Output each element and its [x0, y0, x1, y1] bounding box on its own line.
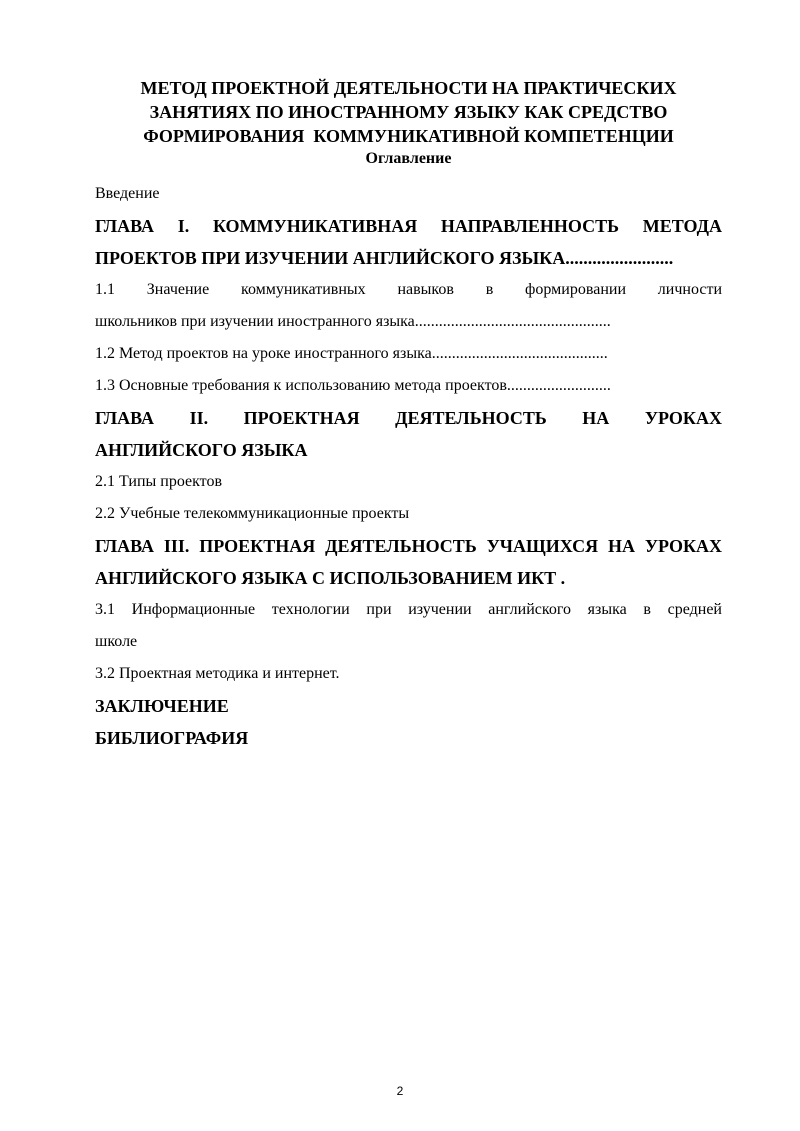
toc-entry-intro: Введение [95, 185, 160, 202]
chapter-1-line-2: ПРОЕКТОВ ПРИ ИЗУЧЕНИИ АНГЛИЙСКОГО ЯЗЫКА........................ [95, 248, 674, 268]
toc-heading: Оглавление [365, 150, 452, 167]
toc-entry-chapter-3 [95, 530, 722, 594]
toc-entry-section-2-2: 2.2 Учебные телекоммуникационные проекты [95, 505, 410, 522]
chapter-2-line-2: АНГЛИЙСКОГО ЯЗЫКА [95, 440, 308, 460]
title-line-1: МЕТОД ПРОЕКТНОЙ ДЕЯТЕЛЬНОСТИ НА ПРАКТИЧЕСКИХ [140, 78, 677, 98]
page-number: 2 [396, 1084, 404, 1098]
title-line-3: ФОРМИРОВАНИЯ КОММУНИКАТИВНОЙ КОМПЕТЕНЦИИ [143, 126, 674, 146]
document-page [95, 76, 722, 754]
toc-entry-chapter-1 [95, 210, 722, 274]
toc-entry-section-2-1: 2.1 Типы проектов [95, 473, 223, 490]
toc-entry-section-3-2: 3.2 Проектная методика и интернет. [95, 665, 340, 682]
document-title [95, 76, 722, 148]
section-1-1-line-1: 1.1 Значение коммуникативных навыков в формировании личности [95, 281, 722, 298]
toc-entry-bibliography: БИБЛИОГРАФИЯ [95, 728, 249, 748]
toc-entry-section-1-3: 1.3 Основные требования к использованию метода проектов.......................... [95, 377, 611, 394]
chapter-2-line-1: ГЛАВА II. ПРОЕКТНАЯ ДЕЯТЕЛЬНОСТЬ НА УРОКАХ [95, 408, 722, 428]
section-1-1-line-2: школьников при изучении иностранного языка................................................. [95, 313, 611, 330]
toc-entry-section-1-2: 1.2 Метод проектов на уроке иностранного языка............................................ [95, 345, 608, 362]
title-line-2: ЗАНЯТИЯХ ПО ИНОСТРАННОМУ ЯЗЫКУ КАК СРЕДСТВО [149, 102, 668, 122]
chapter-3-line-1: ГЛАВА III. ПРОЕКТНАЯ ДЕЯТЕЛЬНОСТЬ УЧАЩИХСЯ НА УРОКАХ [95, 536, 722, 556]
toc-entry-section-1-1 [95, 274, 722, 338]
toc-entry-conclusion: ЗАКЛЮЧЕНИЕ [95, 696, 229, 716]
chapter-3-line-2: АНГЛИЙСКОГО ЯЗЫКА С ИСПОЛЬЗОВАНИЕМ ИКТ . [95, 568, 566, 588]
section-3-1-line-1: 3.1 Информационные технологии при изучении английского языка в средней [95, 601, 722, 618]
section-3-1-line-2: школе [95, 633, 138, 650]
toc-entry-section-3-1 [95, 594, 722, 658]
chapter-1-line-1: ГЛАВА I. КОММУНИКАТИВНАЯ НАПРАВЛЕННОСТЬ МЕТОДА [95, 216, 722, 236]
toc-entry-chapter-2 [95, 402, 722, 466]
